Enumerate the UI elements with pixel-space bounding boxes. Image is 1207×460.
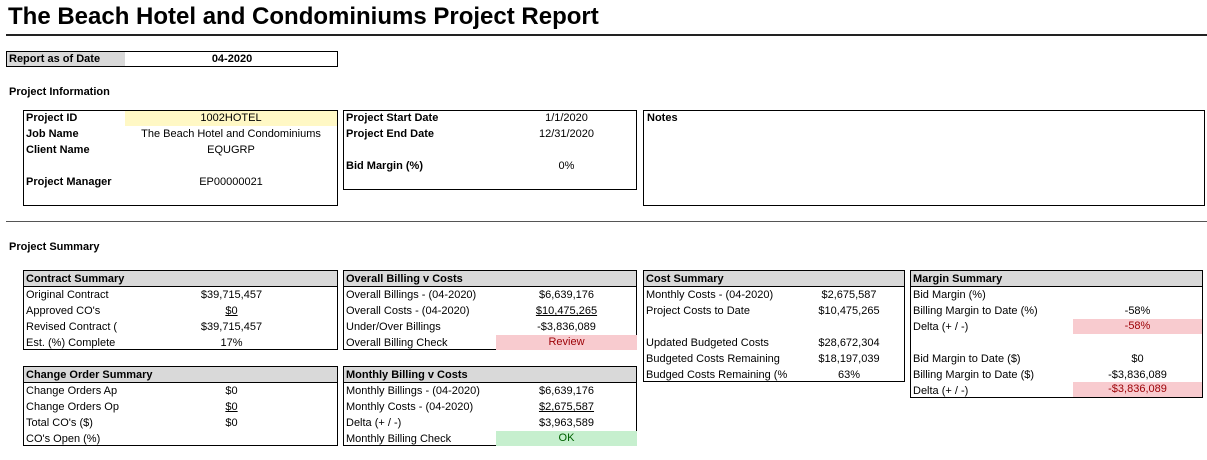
under-over-billings-value: -$3,836,089 [537,321,596,333]
monthly-delta-label: Delta (+ / -) [346,417,402,429]
end-date-label: Project End Date [346,128,435,140]
project-id-label: Project ID [26,112,78,124]
change-orders-approved-value: $0 [225,385,238,397]
change-orders-approved-label: Change Orders Ap [26,385,118,397]
billing-margin-pct-value: -58% [1124,305,1151,317]
under-over-billings-label: Under/Over Billings [346,321,441,333]
job-name-value: The Beach Hotel and Condominiums [141,128,321,140]
start-date-value: 1/1/2020 [545,112,588,124]
project-costs-to-date-label: Project Costs to Date [646,305,750,317]
overall-billing-box [343,270,637,350]
cost-summary-box [643,270,905,382]
bid-margin-value: 0% [558,160,575,172]
approved-cos-label: Approved CO's [26,305,101,317]
client-name-value: EQUGRP [207,144,255,156]
project-dates-box [343,110,637,190]
contract-summary-header: Contract Summary [24,271,337,287]
monthly-billings-value: $6,639,176 [538,385,595,397]
monthly-billing-check-badge: OK [496,431,637,446]
project-costs-to-date-value: $10,475,265 [818,305,880,317]
bid-margin-label: Bid Margin (%) [346,160,423,172]
billing-margin-dollars-label: Billing Margin to Date ($) [913,369,1035,381]
overall-billing-check-badge: Review [496,335,637,350]
est-complete-value: 17% [220,337,243,349]
monthly-costs-value[interactable]: $2,675,587 [538,401,595,413]
monthly-billing-check-label: Monthly Billing Check [346,433,452,445]
margin-bid-pct-value [1073,287,1202,303]
total-cos-label: Total CO's ($) [26,417,93,429]
project-id-value[interactable]: 1002HOTEL [125,111,337,126]
report-date-box [6,51,338,67]
updated-budgeted-costs-label: Updated Budgeted Costs [646,337,769,349]
updated-budgeted-costs-value: $28,672,304 [818,337,880,349]
notes-box[interactable] [643,110,1205,206]
billing-margin-pct-label: Billing Margin to Date (%) [913,305,1038,317]
margin-delta-pct-value: -58% [1073,319,1202,334]
page-title: The Beach Hotel and Condominiums Project Report [8,3,599,30]
overall-billing-header: Overall Billing v Costs [344,271,636,287]
margin-bid-pct-label: Bid Margin (%) [913,289,986,301]
overall-billings-value: $6,639,176 [538,289,595,301]
original-contract-label: Original Contract [26,289,109,301]
cos-open-pct-value [174,431,289,447]
monthly-billings-label: Monthly Billings - (04-2020) [346,385,480,397]
est-complete-label: Est. (%) Complete [26,337,116,349]
overall-billings-label: Overall Billings - (04-2020) [346,289,477,301]
margin-summary-box [910,270,1203,398]
monthly-billing-header: Monthly Billing v Costs [344,367,636,383]
margin-delta-dollars-label: Delta (+ / -) [913,385,969,397]
monthly-costs-label: Monthly Costs - (04-2020) [346,401,474,413]
project-info-heading: Project Information [9,86,110,98]
report-date-label: Report as of Date [7,52,125,66]
budgeted-costs-remaining-value: $18,197,039 [818,353,880,365]
overall-billing-check-label: Overall Billing Check [346,337,448,349]
client-name-label: Client Name [26,144,90,156]
change-orders-open-label: Change Orders Op [26,401,119,413]
bid-margin-dollars-label: Bid Margin to Date ($) [913,353,1021,365]
billing-margin-dollars-value: -$3,836,089 [1108,369,1167,381]
start-date-label: Project Start Date [346,112,439,124]
approved-cos-value[interactable]: $0 [225,305,238,317]
report-date-value[interactable]: 04-2020 [211,53,253,65]
bid-margin-dollars-value: $0 [1131,353,1144,365]
budged-costs-remaining-pct-value: 63% [837,369,861,381]
monthly-delta-value: $3,963,589 [538,417,595,429]
total-cos-value: $0 [225,417,238,429]
original-contract-value: $39,715,457 [200,289,263,301]
change-order-summary-header: Change Order Summary [24,367,337,383]
budgeted-costs-remaining-label: Budgeted Costs Remaining [646,353,780,365]
project-summary-heading: Project Summary [9,241,100,253]
revised-contract-value: $39,715,457 [200,321,263,333]
section-divider [6,221,1207,222]
margin-delta-dollars-value: -$3,836,089 [1073,382,1202,397]
margin-delta-pct-label: Delta (+ / -) [913,321,969,333]
project-info-box [23,110,338,206]
budged-costs-remaining-pct-label: Budged Costs Remaining (% [646,369,788,381]
title-divider [6,34,1207,36]
job-name-label: Job Name [26,128,79,140]
cost-monthly-value: $2,675,587 [821,289,877,301]
notes-label: Notes [647,112,678,124]
project-manager-label: Project Manager [26,176,112,188]
margin-summary-header: Margin Summary [911,271,1202,287]
cost-monthly-label: Monthly Costs - (04-2020) [646,289,774,301]
end-date-value: 12/31/2020 [538,128,595,140]
cos-open-pct-label: CO's Open (%) [26,433,101,445]
project-manager-value: EP00000021 [199,176,263,188]
cost-summary-header: Cost Summary [644,271,904,287]
contract-summary-box [23,270,338,350]
change-order-summary-box [23,366,338,446]
overall-costs-label: Overall Costs - (04-2020) [346,305,470,317]
revised-contract-label: Revised Contract ( [26,321,118,333]
overall-costs-value[interactable]: $10,475,265 [535,305,598,317]
monthly-billing-box [343,366,637,446]
change-orders-open-value[interactable]: $0 [225,401,238,413]
